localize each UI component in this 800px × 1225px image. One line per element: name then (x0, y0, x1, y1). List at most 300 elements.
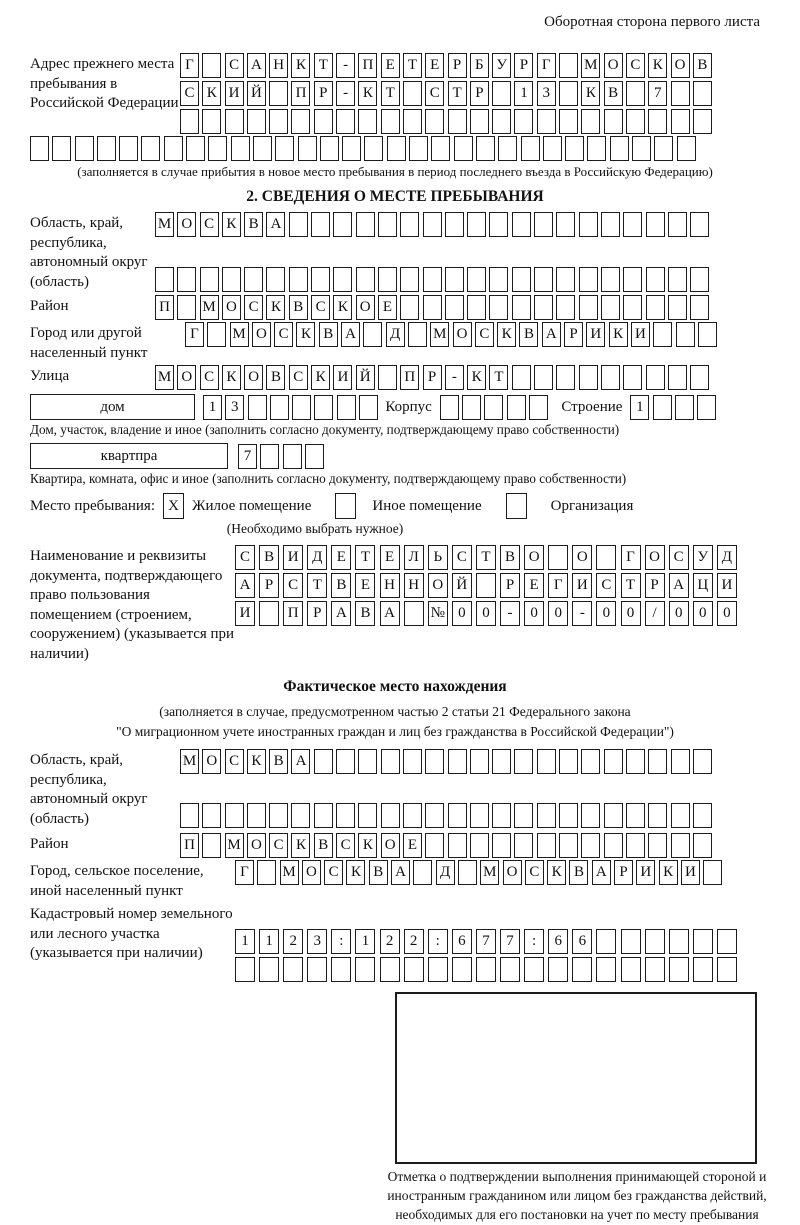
char-box[interactable]: 7 (238, 444, 257, 469)
char-box[interactable]: П (180, 833, 199, 858)
char-box[interactable] (653, 322, 672, 347)
char-box[interactable] (703, 860, 722, 885)
char-box[interactable] (596, 929, 616, 954)
char-box[interactable] (601, 365, 620, 390)
char-box[interactable] (30, 136, 49, 161)
char-box[interactable] (298, 136, 317, 161)
char-box[interactable] (428, 957, 448, 982)
char-box[interactable]: 7 (476, 929, 496, 954)
char-box[interactable]: - (500, 601, 520, 626)
char-box[interactable] (403, 81, 422, 106)
char-box[interactable] (202, 109, 221, 134)
char-box[interactable]: В (319, 322, 338, 347)
char-box[interactable] (476, 573, 496, 598)
char-box[interactable] (648, 833, 667, 858)
char-box[interactable] (596, 957, 616, 982)
char-box[interactable] (668, 212, 687, 237)
char-box[interactable] (423, 212, 442, 237)
char-box[interactable] (260, 444, 279, 469)
char-box[interactable]: М (430, 322, 449, 347)
house-type-box[interactable]: дом (30, 394, 195, 420)
char-box[interactable]: И (717, 573, 737, 598)
char-box[interactable] (581, 749, 600, 774)
char-box[interactable] (604, 833, 623, 858)
char-box[interactable]: И (636, 860, 655, 885)
char-box[interactable] (269, 109, 288, 134)
char-box[interactable] (314, 395, 333, 420)
char-box[interactable] (579, 295, 598, 320)
char-box[interactable] (537, 833, 556, 858)
char-box[interactable]: П (283, 601, 303, 626)
char-box[interactable] (489, 267, 508, 292)
char-box[interactable] (164, 136, 183, 161)
char-box[interactable]: 6 (572, 929, 592, 954)
char-box[interactable]: О (302, 860, 321, 885)
char-box[interactable] (492, 749, 511, 774)
char-box[interactable]: К (247, 749, 266, 774)
char-box[interactable] (314, 749, 333, 774)
char-box[interactable] (537, 749, 556, 774)
char-box[interactable]: 0 (669, 601, 689, 626)
char-box[interactable]: У (492, 53, 511, 78)
char-box[interactable]: М (280, 860, 299, 885)
char-box[interactable] (305, 444, 324, 469)
char-box[interactable]: Б (470, 53, 489, 78)
char-box[interactable] (291, 803, 310, 828)
char-box[interactable] (579, 267, 598, 292)
char-box[interactable]: М (200, 295, 219, 320)
char-box[interactable] (467, 295, 486, 320)
char-box[interactable] (548, 957, 568, 982)
char-box[interactable] (581, 833, 600, 858)
char-box[interactable]: 1 (203, 395, 222, 420)
char-box[interactable]: Р (448, 53, 467, 78)
char-box[interactable]: К (497, 322, 516, 347)
char-box[interactable] (610, 136, 629, 161)
char-box[interactable] (621, 929, 641, 954)
char-box[interactable] (626, 803, 645, 828)
char-box[interactable] (717, 957, 737, 982)
char-box[interactable]: Р (470, 81, 489, 106)
char-box[interactable]: Т (448, 81, 467, 106)
char-box[interactable] (448, 109, 467, 134)
char-box[interactable] (524, 957, 544, 982)
char-box[interactable]: В (331, 573, 351, 598)
char-box[interactable]: 1 (259, 929, 279, 954)
char-box[interactable] (359, 395, 378, 420)
char-box[interactable]: С (200, 365, 219, 390)
char-box[interactable] (141, 136, 160, 161)
char-box[interactable] (408, 322, 427, 347)
checkbox-other-premises[interactable] (335, 493, 356, 519)
char-box[interactable] (489, 295, 508, 320)
char-box[interactable] (314, 803, 333, 828)
char-box[interactable] (364, 136, 383, 161)
char-box[interactable]: М (155, 365, 174, 390)
char-box[interactable] (336, 803, 355, 828)
char-box[interactable]: Т (621, 573, 641, 598)
char-box[interactable] (623, 267, 642, 292)
char-box[interactable] (186, 136, 205, 161)
char-box[interactable]: О (645, 545, 665, 570)
char-box[interactable]: : (428, 929, 448, 954)
char-box[interactable]: Е (331, 545, 351, 570)
char-box[interactable] (257, 860, 276, 885)
char-box[interactable] (646, 212, 665, 237)
char-box[interactable] (675, 395, 694, 420)
char-box[interactable]: К (648, 53, 667, 78)
char-box[interactable] (235, 957, 255, 982)
char-box[interactable] (52, 136, 71, 161)
char-box[interactable]: 7 (648, 81, 667, 106)
char-box[interactable] (470, 109, 489, 134)
char-box[interactable]: М (180, 749, 199, 774)
char-box[interactable] (409, 136, 428, 161)
char-box[interactable] (534, 267, 553, 292)
char-box[interactable] (529, 395, 548, 420)
char-box[interactable]: Д (386, 322, 405, 347)
char-box[interactable]: В (355, 601, 375, 626)
char-box[interactable] (556, 295, 575, 320)
char-box[interactable] (283, 444, 302, 469)
char-box[interactable]: Р (614, 860, 633, 885)
char-box[interactable]: И (333, 365, 352, 390)
char-box[interactable] (403, 803, 422, 828)
char-box[interactable] (514, 833, 533, 858)
char-box[interactable] (400, 267, 419, 292)
char-box[interactable] (489, 212, 508, 237)
char-box[interactable]: 7 (500, 929, 520, 954)
char-box[interactable]: О (244, 365, 263, 390)
char-box[interactable]: С (274, 322, 293, 347)
char-box[interactable]: О (524, 545, 544, 570)
char-box[interactable]: С (180, 81, 199, 106)
char-box[interactable] (378, 365, 397, 390)
char-box[interactable] (253, 136, 272, 161)
char-box[interactable] (177, 295, 196, 320)
char-box[interactable] (534, 295, 553, 320)
char-box[interactable] (559, 749, 578, 774)
char-box[interactable] (404, 601, 424, 626)
char-box[interactable]: А (391, 860, 410, 885)
char-box[interactable] (579, 212, 598, 237)
char-box[interactable] (467, 267, 486, 292)
char-box[interactable] (356, 267, 375, 292)
char-box[interactable] (690, 295, 709, 320)
char-box[interactable] (653, 395, 672, 420)
checkbox-organization[interactable] (506, 493, 527, 519)
char-box[interactable] (269, 803, 288, 828)
char-box[interactable]: К (659, 860, 678, 885)
char-box[interactable] (693, 957, 713, 982)
char-box[interactable] (289, 212, 308, 237)
char-box[interactable]: В (289, 295, 308, 320)
char-box[interactable]: 0 (524, 601, 544, 626)
char-box[interactable] (579, 365, 598, 390)
char-box[interactable]: В (259, 545, 279, 570)
char-box[interactable]: Д (717, 545, 737, 570)
char-box[interactable]: Р (307, 601, 327, 626)
char-box[interactable]: К (222, 212, 241, 237)
char-box[interactable] (448, 833, 467, 858)
char-box[interactable]: К (202, 81, 221, 106)
char-box[interactable]: Й (247, 81, 266, 106)
char-box[interactable]: 6 (548, 929, 568, 954)
char-box[interactable] (476, 957, 496, 982)
char-box[interactable] (331, 957, 351, 982)
char-box[interactable] (311, 212, 330, 237)
char-box[interactable]: 1 (514, 81, 533, 106)
char-box[interactable] (470, 749, 489, 774)
char-box[interactable]: М (155, 212, 174, 237)
char-box[interactable] (484, 395, 503, 420)
char-box[interactable] (717, 929, 737, 954)
char-box[interactable] (259, 601, 279, 626)
char-box[interactable] (358, 109, 377, 134)
char-box[interactable] (601, 267, 620, 292)
char-box[interactable]: А (266, 212, 285, 237)
char-box[interactable]: Е (403, 833, 422, 858)
char-box[interactable]: К (609, 322, 628, 347)
char-box[interactable]: Е (524, 573, 544, 598)
char-box[interactable] (355, 957, 375, 982)
char-box[interactable] (289, 267, 308, 292)
char-box[interactable] (693, 803, 712, 828)
char-box[interactable]: Е (355, 573, 375, 598)
char-box[interactable] (514, 803, 533, 828)
char-box[interactable]: В (569, 860, 588, 885)
char-box[interactable]: С (225, 53, 244, 78)
char-box[interactable] (621, 957, 641, 982)
char-box[interactable]: Н (380, 573, 400, 598)
char-box[interactable]: Ц (693, 573, 713, 598)
char-box[interactable]: Й (452, 573, 472, 598)
char-box[interactable] (690, 212, 709, 237)
char-box[interactable]: С (525, 860, 544, 885)
char-box[interactable] (646, 267, 665, 292)
char-box[interactable] (556, 267, 575, 292)
char-box[interactable] (387, 136, 406, 161)
char-box[interactable]: Е (378, 295, 397, 320)
char-box[interactable] (358, 803, 377, 828)
char-box[interactable] (669, 957, 689, 982)
char-box[interactable] (470, 833, 489, 858)
char-box[interactable] (693, 109, 712, 134)
char-box[interactable] (668, 267, 687, 292)
char-box[interactable] (626, 833, 645, 858)
char-box[interactable]: Р (514, 53, 533, 78)
char-box[interactable] (498, 136, 517, 161)
char-box[interactable] (604, 749, 623, 774)
checkbox-residential[interactable]: X (163, 493, 184, 519)
char-box[interactable]: : (524, 929, 544, 954)
char-box[interactable]: С (336, 833, 355, 858)
char-box[interactable]: И (572, 573, 592, 598)
char-box[interactable] (693, 929, 713, 954)
char-box[interactable] (248, 395, 267, 420)
char-box[interactable]: В (314, 833, 333, 858)
char-box[interactable]: Т (307, 573, 327, 598)
char-box[interactable]: У (693, 545, 713, 570)
char-box[interactable]: Г (185, 322, 204, 347)
char-box[interactable]: В (604, 81, 623, 106)
char-box[interactable]: К (291, 53, 310, 78)
char-box[interactable] (378, 212, 397, 237)
char-box[interactable] (512, 365, 531, 390)
char-box[interactable]: 2 (283, 929, 303, 954)
char-box[interactable] (559, 803, 578, 828)
char-box[interactable]: О (381, 833, 400, 858)
char-box[interactable] (222, 267, 241, 292)
char-box[interactable]: Р (500, 573, 520, 598)
char-box[interactable] (668, 365, 687, 390)
char-box[interactable]: В (244, 212, 263, 237)
char-box[interactable] (604, 803, 623, 828)
char-box[interactable]: 1 (355, 929, 375, 954)
char-box[interactable]: С (626, 53, 645, 78)
char-box[interactable] (556, 212, 575, 237)
char-box[interactable] (180, 803, 199, 828)
char-box[interactable] (587, 136, 606, 161)
char-box[interactable] (342, 136, 361, 161)
char-box[interactable]: Ь (428, 545, 448, 570)
char-box[interactable] (404, 957, 424, 982)
char-box[interactable]: К (346, 860, 365, 885)
char-box[interactable] (654, 136, 673, 161)
char-box[interactable]: С (289, 365, 308, 390)
char-box[interactable] (155, 267, 174, 292)
char-box[interactable]: М (225, 833, 244, 858)
char-box[interactable] (292, 395, 311, 420)
char-box[interactable] (333, 267, 352, 292)
char-box[interactable] (423, 295, 442, 320)
char-box[interactable]: О (503, 860, 522, 885)
char-box[interactable] (448, 749, 467, 774)
char-box[interactable] (572, 957, 592, 982)
char-box[interactable]: Р (645, 573, 665, 598)
char-box[interactable]: 3 (537, 81, 556, 106)
char-box[interactable]: 2 (380, 929, 400, 954)
char-box[interactable] (200, 267, 219, 292)
char-box[interactable]: Р (423, 365, 442, 390)
char-box[interactable] (671, 109, 690, 134)
char-box[interactable] (514, 749, 533, 774)
char-box[interactable] (269, 81, 288, 106)
char-box[interactable] (403, 109, 422, 134)
char-box[interactable] (311, 267, 330, 292)
char-box[interactable]: П (400, 365, 419, 390)
char-box[interactable]: - (445, 365, 464, 390)
char-box[interactable] (462, 395, 481, 420)
char-box[interactable]: С (669, 545, 689, 570)
char-box[interactable] (208, 136, 227, 161)
char-box[interactable]: О (177, 212, 196, 237)
char-box[interactable]: О (572, 545, 592, 570)
char-box[interactable]: И (681, 860, 700, 885)
char-box[interactable] (537, 109, 556, 134)
char-box[interactable]: А (247, 53, 266, 78)
char-box[interactable] (440, 395, 459, 420)
char-box[interactable] (492, 81, 511, 106)
char-box[interactable]: Г (537, 53, 556, 78)
char-box[interactable]: 0 (717, 601, 737, 626)
char-box[interactable]: Р (259, 573, 279, 598)
char-box[interactable] (403, 749, 422, 774)
char-box[interactable]: В (500, 545, 520, 570)
char-box[interactable]: - (572, 601, 592, 626)
char-box[interactable] (646, 365, 665, 390)
char-box[interactable]: Т (381, 81, 400, 106)
char-box[interactable]: 0 (476, 601, 496, 626)
char-box[interactable]: О (356, 295, 375, 320)
char-box[interactable] (270, 395, 289, 420)
char-box[interactable] (275, 136, 294, 161)
char-box[interactable]: М (230, 322, 249, 347)
char-box[interactable] (75, 136, 94, 161)
char-box[interactable] (97, 136, 116, 161)
apartment-type-box[interactable]: квартпра (30, 443, 228, 469)
char-box[interactable] (467, 212, 486, 237)
char-box[interactable] (512, 212, 531, 237)
char-box[interactable] (512, 295, 531, 320)
char-box[interactable] (559, 833, 578, 858)
char-box[interactable]: Г (180, 53, 199, 78)
char-box[interactable] (514, 109, 533, 134)
char-box[interactable] (601, 295, 620, 320)
char-box[interactable]: К (266, 295, 285, 320)
char-box[interactable]: Г (548, 573, 568, 598)
char-box[interactable] (559, 81, 578, 106)
char-box[interactable] (623, 295, 642, 320)
char-box[interactable]: Н (404, 573, 424, 598)
char-box[interactable]: И (631, 322, 650, 347)
char-box[interactable]: 3 (307, 929, 327, 954)
char-box[interactable]: Й (356, 365, 375, 390)
char-box[interactable]: П (358, 53, 377, 78)
char-box[interactable]: К (222, 365, 241, 390)
char-box[interactable]: С (596, 573, 616, 598)
char-box[interactable] (690, 267, 709, 292)
char-box[interactable] (119, 136, 138, 161)
char-box[interactable] (492, 833, 511, 858)
char-box[interactable] (507, 395, 526, 420)
char-box[interactable]: К (291, 833, 310, 858)
char-box[interactable] (380, 957, 400, 982)
char-box[interactable] (381, 749, 400, 774)
char-box[interactable] (492, 803, 511, 828)
char-box[interactable]: Е (380, 545, 400, 570)
char-box[interactable] (697, 395, 716, 420)
char-box[interactable]: Т (403, 53, 422, 78)
char-box[interactable] (476, 136, 495, 161)
char-box[interactable] (454, 136, 473, 161)
char-box[interactable]: О (252, 322, 271, 347)
char-box[interactable] (623, 365, 642, 390)
char-box[interactable]: Т (489, 365, 508, 390)
char-box[interactable]: Т (355, 545, 375, 570)
char-box[interactable] (231, 136, 250, 161)
char-box[interactable]: О (671, 53, 690, 78)
char-box[interactable]: С (475, 322, 494, 347)
char-box[interactable] (626, 81, 645, 106)
char-box[interactable] (400, 212, 419, 237)
char-box[interactable]: 0 (693, 601, 713, 626)
char-box[interactable]: О (247, 833, 266, 858)
char-box[interactable]: К (296, 322, 315, 347)
char-box[interactable]: Л (404, 545, 424, 570)
char-box[interactable]: В (266, 365, 285, 390)
char-box[interactable] (425, 803, 444, 828)
